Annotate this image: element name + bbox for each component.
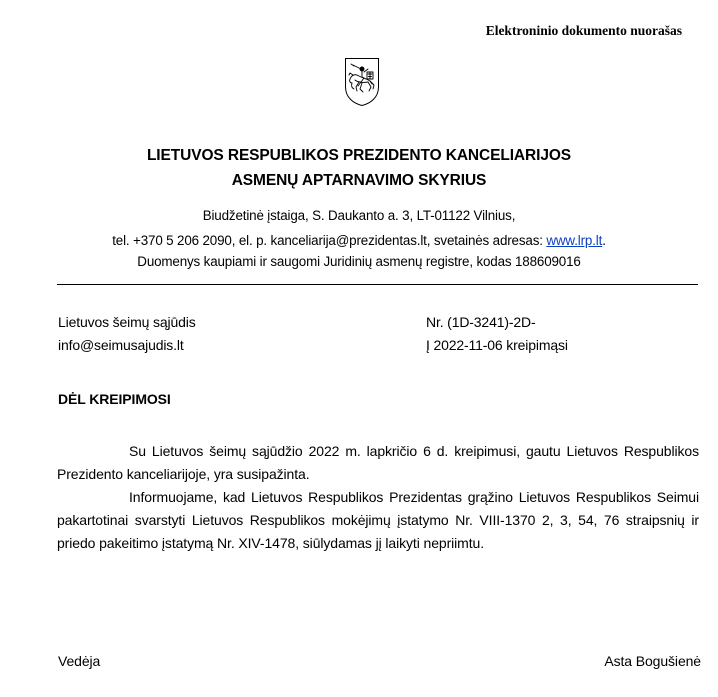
signatory-name: Asta Bogušienė <box>604 653 701 669</box>
letter-subject: DĖL KREIPIMOSI <box>58 391 171 407</box>
body-paragraph: Su Lietuvos šeimų sąjūdžio 2022 m. lapkričio 6 d. kreipimusi, gautu Lietuvos Respublikos Prezidento kanceliarijoje, yra susipažinta. <box>57 443 699 482</box>
registry-line: Duomenys kaupiami ir saugomi Juridinių asmenų registre, kodas 188609016 <box>137 254 581 269</box>
reply-reference: Į 2022-11-06 kreipimąsi <box>426 337 568 353</box>
organization-name: LIETUVOS RESPUBLIKOS PREZIDENTO KANCELIARIJOS <box>146 147 572 164</box>
recipient-email: info@seimusajudis.lt <box>58 337 184 353</box>
contact-line <box>0 233 718 248</box>
recipient-name: Lietuvos šeimų sąjūdis <box>58 314 196 330</box>
website-link[interactable]: www.lrp.lt <box>546 233 603 248</box>
phone-email-text: tel. +370 5 206 2090, el. p. kanceliarija@prezidentas.lt, svetainės adresas: <box>112 233 547 248</box>
header-divider <box>57 284 698 285</box>
body-paragraph: Informuojame, kad Lietuvos Respublikos Prezidentas grąžino Lietuvos Respublikos Seimui pakartotinai svarstyti Lietuvos Respublikos mokėjimų įstatymo Nr. VIII-1370 2, 3, 54, 76 straipsnių ir priedo pakeitimo įstatymą Nr. XIV-1478, siūlydamas jį laikyti nepriimtu. <box>57 489 699 551</box>
coat-of-arms-icon <box>344 57 380 107</box>
address-line: Biudžetinė įstaiga, S. Daukanto a. 3, LT-01122 Vilnius, <box>202 208 516 223</box>
signatory-title: Vedėja <box>58 653 101 669</box>
contact-line-end: . <box>602 233 606 248</box>
letter-body <box>57 440 699 555</box>
department-name: ASMENŲ APTARNAVIMO SKYRIUS <box>231 172 487 189</box>
document-copy-label: Elektroninio dokumento nuorašas <box>485 23 682 38</box>
document-number: Nr. (1D-3241)-2D- <box>426 314 536 330</box>
